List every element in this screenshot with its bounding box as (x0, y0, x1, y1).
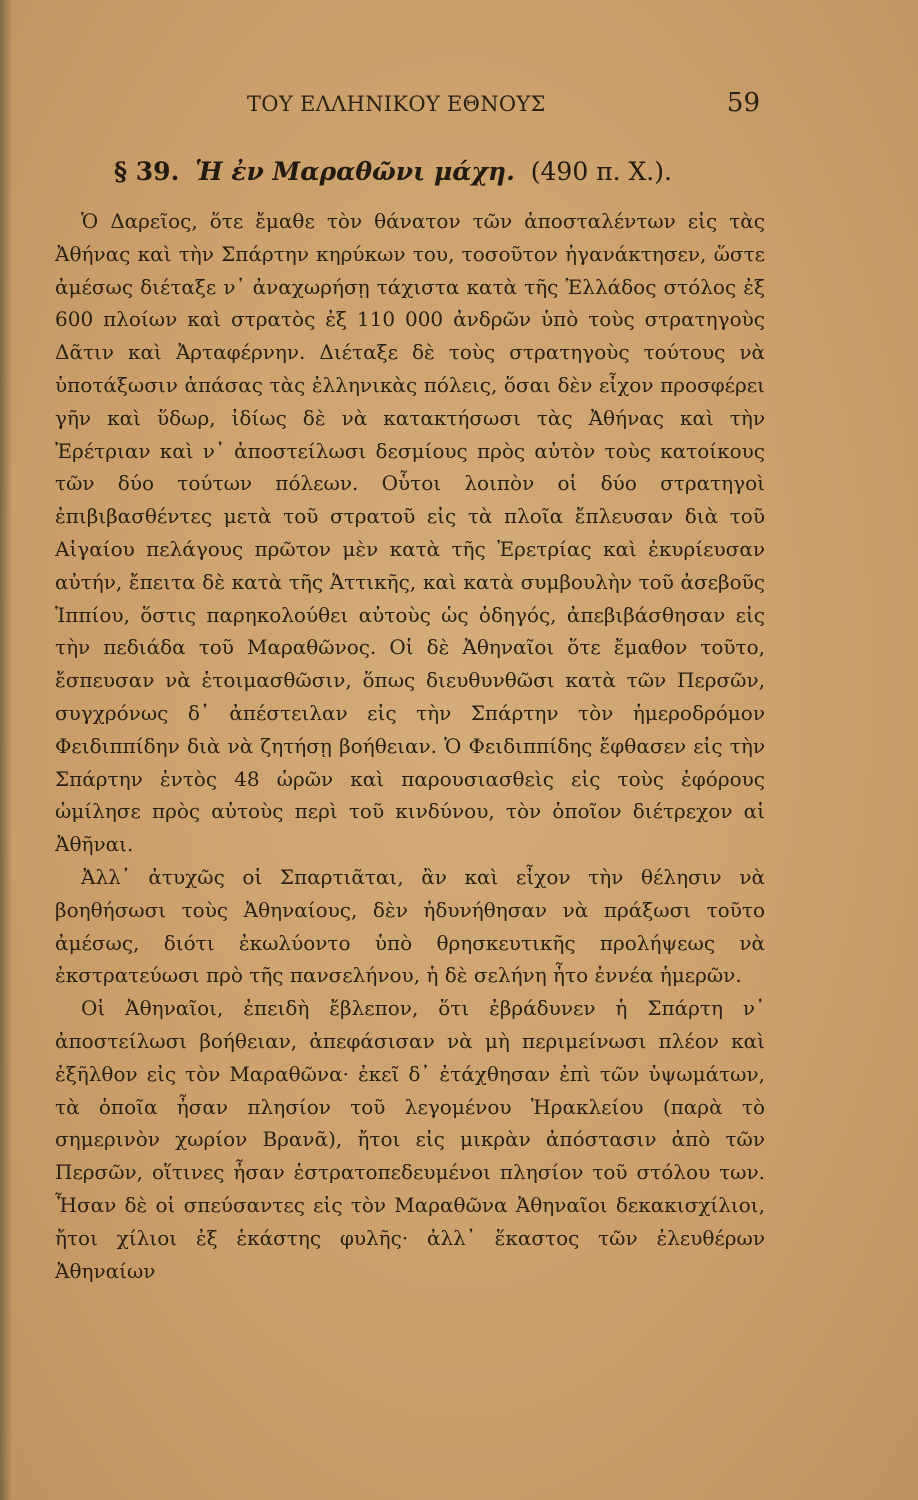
body-text (55, 205, 765, 1287)
running-title: ΤΟΥ ΕΛΛΗΝΙΚΟΥ ΕΘΝΟΥΣ (247, 92, 546, 116)
page-edge-shadow (0, 0, 12, 1500)
section-title: Ἡ ἐν Μαραθῶνι μάχη. (195, 157, 515, 186)
paragraph-2: Ἀλλ᾽ ἀτυχῶς οἱ Σπαρτιᾶται, ἂν καὶ εἶχον τὴν θέλησιν νὰ βοηθήσωσι τοὺς Ἀθηναίους, δὲν ἠδυνήθησαν νὰ πράξωσι τοῦτο ἀμέσως, διότι ἐκωλύοντο ὑπὸ θρησκευτικῆς προλήψεως νὰ ἐκστρατεύωσι πρὸ τῆς πανσελήνου, ἡ δὲ σελήνη ἦτο ἐννέα ἡμερῶν. (55, 864, 765, 988)
section-date: (490 π. Χ.). (530, 157, 672, 186)
paragraph-1: Ὁ Δαρεῖος, ὅτε ἔμαθε τὸν θάνατον τῶν ἀποσταλέντων εἰς τὰς Ἀθήνας καὶ τὴν Σπάρτην κηρύκων του, τοσοῦτον ἠγανάκτησεν, ὥστε ἀμέσως διέταξε ν᾽ ἀναχωρήσῃ τάχιστα κατὰ τῆς Ἑλλάδος στόλος ἐξ 600 πλοίων καὶ στρατὸς ἐξ 110 000 ἀνδρῶν ὑπὸ τοὺς στρατηγοὺς Δᾶτιν καὶ Ἀρταφέρνην. Διέταξε δὲ τοὺς στρατηγοὺς τούτους νὰ ὑποτάξωσιν ἁπάσας τὰς ἑλληνικὰς πόλεις, ὅσαι δὲν εἶχον προσφέρει γῆν καὶ ὕδωρ, ἰδίως δὲ νὰ κατακτήσωσι τὰς Ἀθήνας καὶ τὴν Ἐρέτριαν καὶ ν᾽ ἀποστείλωσι δεσμίους πρὸς αὐτὸν τοὺς κατοίκους τῶν δύο τούτων πόλεων. Οὗτοι λοιπὸν οἱ δύο στρατηγοὶ ἐπιβιβασθέντες μετὰ τοῦ στρατοῦ εἰς τὰ πλοῖα ἔπλευσαν διὰ τοῦ Αἰγαίου πελάγους πρῶτον μὲν κατὰ τῆς Ἐρετρίας καὶ ἐκυρίευσαν αὐτήν, ἔπειτα δὲ κατὰ τῆς Ἀττικῆς, καὶ κατὰ συμβουλὴν τοῦ ἀσεβοῦς Ἱππίου, ὅστις παρηκολούθει αὐτοὺς ὡς ὁδηγός, ἀπεβιβάσθησαν εἰς τὴν πεδιάδα τοῦ Μαραθῶνος. Οἱ δὲ Ἀθηναῖοι ὅτε ἔμαθον τοῦτο, ἔσπευσαν νὰ ἑτοιμασθῶσιν, ὅπως διευθυνθῶσι κατὰ τῶν Περσῶν, συγχρόνως δ᾽ ἀπέστειλαν εἰς τὴν Σπάρτην τὸν ἡμεροδρόμον Φειδιππίδην διὰ νὰ ζητήσῃ βοήθειαν. Ὁ Φειδιππίδης ἔφθασεν εἰς τὴν Σπάρτην ἐντὸς 48 ὡρῶν καὶ παρουσιασθεὶς εἰς τοὺς ἐφόρους ὡμίλησε πρὸς αὐτοὺς περὶ τοῦ κινδύνου, τὸν ὁποῖον διέτρεχον αἱ Ἀθῆναι. (55, 209, 765, 857)
running-header (60, 88, 760, 126)
page-number: 59 (726, 88, 760, 118)
section-heading (114, 157, 672, 186)
paragraph-3: Οἱ Ἀθηναῖοι, ἐπειδὴ ἔβλεπον, ὅτι ἐβράδυνεν ἡ Σπάρτη ν᾽ ἀποστείλωσι βοήθειαν, ἀπεφάσισαν νὰ μὴ περιμείνωσι πλέον καὶ ἐξῆλθον εἰς τὸν Μαραθῶνα· ἐκεῖ δ᾽ ἐτάχθησαν ἐπὶ τῶν ὑψωμάτων, τὰ ὁποῖα ἦσαν πλησίον τοῦ λεγομένου Ἡρακλείου (παρὰ τὸ σημερινὸν χωρίον Βρανᾶ), ἤτοι εἰς μικρὰν ἀπόστασιν ἀπὸ τῶν Περσῶν, οἵτινες ἦσαν ἐστρατοπεδευμένοι πλησίον τοῦ στόλου των. Ἦσαν δὲ οἱ σπεύσαντες εἰς τὸν Μαραθῶνα Ἀθηναῖοι δεκακισχίλιοι, ἤτοι χίλιοι ἐξ ἑκάστης φυλῆς· ἀλλ᾽ ἕκαστος τῶν ἐλευθέρων Ἀθηναίων (55, 996, 765, 1283)
section-number: § 39. (114, 157, 180, 186)
